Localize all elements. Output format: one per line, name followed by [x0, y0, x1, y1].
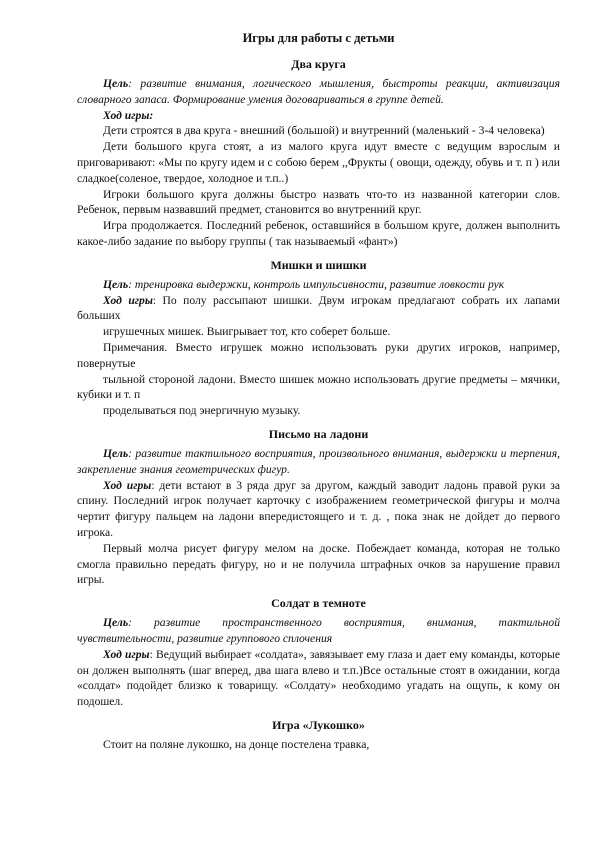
goal-paragraph — [77, 615, 560, 647]
paragraph: Игроки большого круга должны быстро назвать что-то из названной категории слов. Ребенок, первым назвавший предмет, становится во внутренний круг. — [77, 187, 560, 217]
hod-label: Ход игры — [103, 478, 152, 492]
goal-label: Цель — [103, 277, 129, 291]
hod-text: : По полу рассыпают шишки. Двум игрокам предлагают собрать их лапами больших — [77, 293, 560, 323]
paragraph: Игра продолжается. Последний ребенок, оставшийся в большом круге, должен выполнить какое-либо задание по выбору группы ( так называемый «фант») — [77, 219, 560, 248]
goal-text: : развитие пространственного восприятия, внимания, тактильной чувствительности, развитие группового сплочения — [77, 616, 560, 645]
goal-paragraph — [77, 277, 560, 293]
paragraph: Дети большого круга стоят, а из малого круга идут вместе с ведущим взрослым и приговаривают: «Мы по кругу идем и с собою берем ,,Фрукты ( овощи, одежду, обувь и т. п ) или сладкое(соленое, твердое, холодное и т.п..) — [77, 140, 560, 185]
section-two-circles — [77, 56, 560, 250]
text-line: Примечания. Вместо игрушек можно использовать руки других игроков, например, повернутые — [77, 340, 560, 370]
hod-paragraph — [77, 647, 560, 710]
paragraph: Стоит на поляне лукошко, на донце постелена травка, — [103, 737, 370, 751]
section-heading: Письмо на ладони — [268, 426, 369, 441]
goal-text: : тренировка выдержки, контроль импульсивности, развитие ловкости рук — [128, 277, 505, 291]
document-title: Игры для работы с детьми — [242, 31, 395, 45]
hod-text: : Ведущий выбирает «солдата», завязывает ему глаза и дает ему команды, которые он должен выполнять (шаг вперед, два шага влево и т.п.)Все остальные стоят в ожидании, когда «солдат» подойдет близко к товарищу. «Солдату» необходимо угадать на ощупь, к кому он подошел. — [77, 647, 560, 709]
hod-text: : дети встают в 3 ряда друг за другом, каждый заводит ладонь правой руки за спину. Последний игрок получает карточку с изображением геометрической фигуры и молча чертит фигуру пальцем на ладони впередистоящего и т. д. , пока знак не дойдет до первого игрока. — [77, 478, 560, 539]
text-line: тыльной стороной ладони. Вместо шишек можно использовать другие предметы – мячики, кубики и т. п — [77, 372, 560, 402]
goal-text: : развитие внимания, логического мышления, быстроты реакции, активизация словарного запаса. Формирование умения договариваться в группе детей. — [77, 77, 560, 106]
text-line: игрушечных мишек. Выигрывает тот, кто соберет больше. — [103, 325, 391, 339]
paragraph: Дети строятся в два круга - внешний (большой) и внутренний (маленький - 3-4 человека) — [103, 124, 545, 138]
hod-paragraph — [77, 478, 560, 541]
section-heading: Мишки и шишки — [270, 257, 367, 272]
section-soldier-in-dark — [77, 595, 560, 710]
text-line: проделываться под энергичную музыку. — [103, 404, 301, 418]
hod-label: Ход игры — [103, 293, 153, 307]
hod-paragraph — [77, 293, 560, 325]
document-page — [77, 22, 560, 753]
goal-text: : развитие тактильного восприятия, произвольного внимания, выдержки и терпения, закрепление знания геометрических фигур. — [77, 446, 560, 476]
hod-label: Ход игры: — [103, 108, 154, 122]
section-heading: Два круга — [291, 57, 346, 71]
section-basket-game — [77, 717, 560, 753]
goal-label: Цель — [103, 616, 129, 630]
paragraph: Первый молча рисует фигуру мелом на доске. Побеждает команда, которая не только смогла правильно передать фигуру, но и не получила штрафных очков за нарушение правил игры. — [77, 541, 560, 587]
goal-paragraph — [77, 446, 560, 478]
section-heading: Игра «Лукошко» — [272, 717, 365, 732]
section-bears-and-cones — [77, 257, 560, 419]
goal-paragraph — [77, 76, 560, 108]
hod-label: Ход игры — [103, 647, 150, 661]
section-heading: Солдат в темноте — [271, 596, 366, 611]
section-palm-writing — [77, 426, 560, 588]
goal-label: Цель — [103, 446, 129, 460]
goal-label: Цель — [103, 77, 129, 90]
